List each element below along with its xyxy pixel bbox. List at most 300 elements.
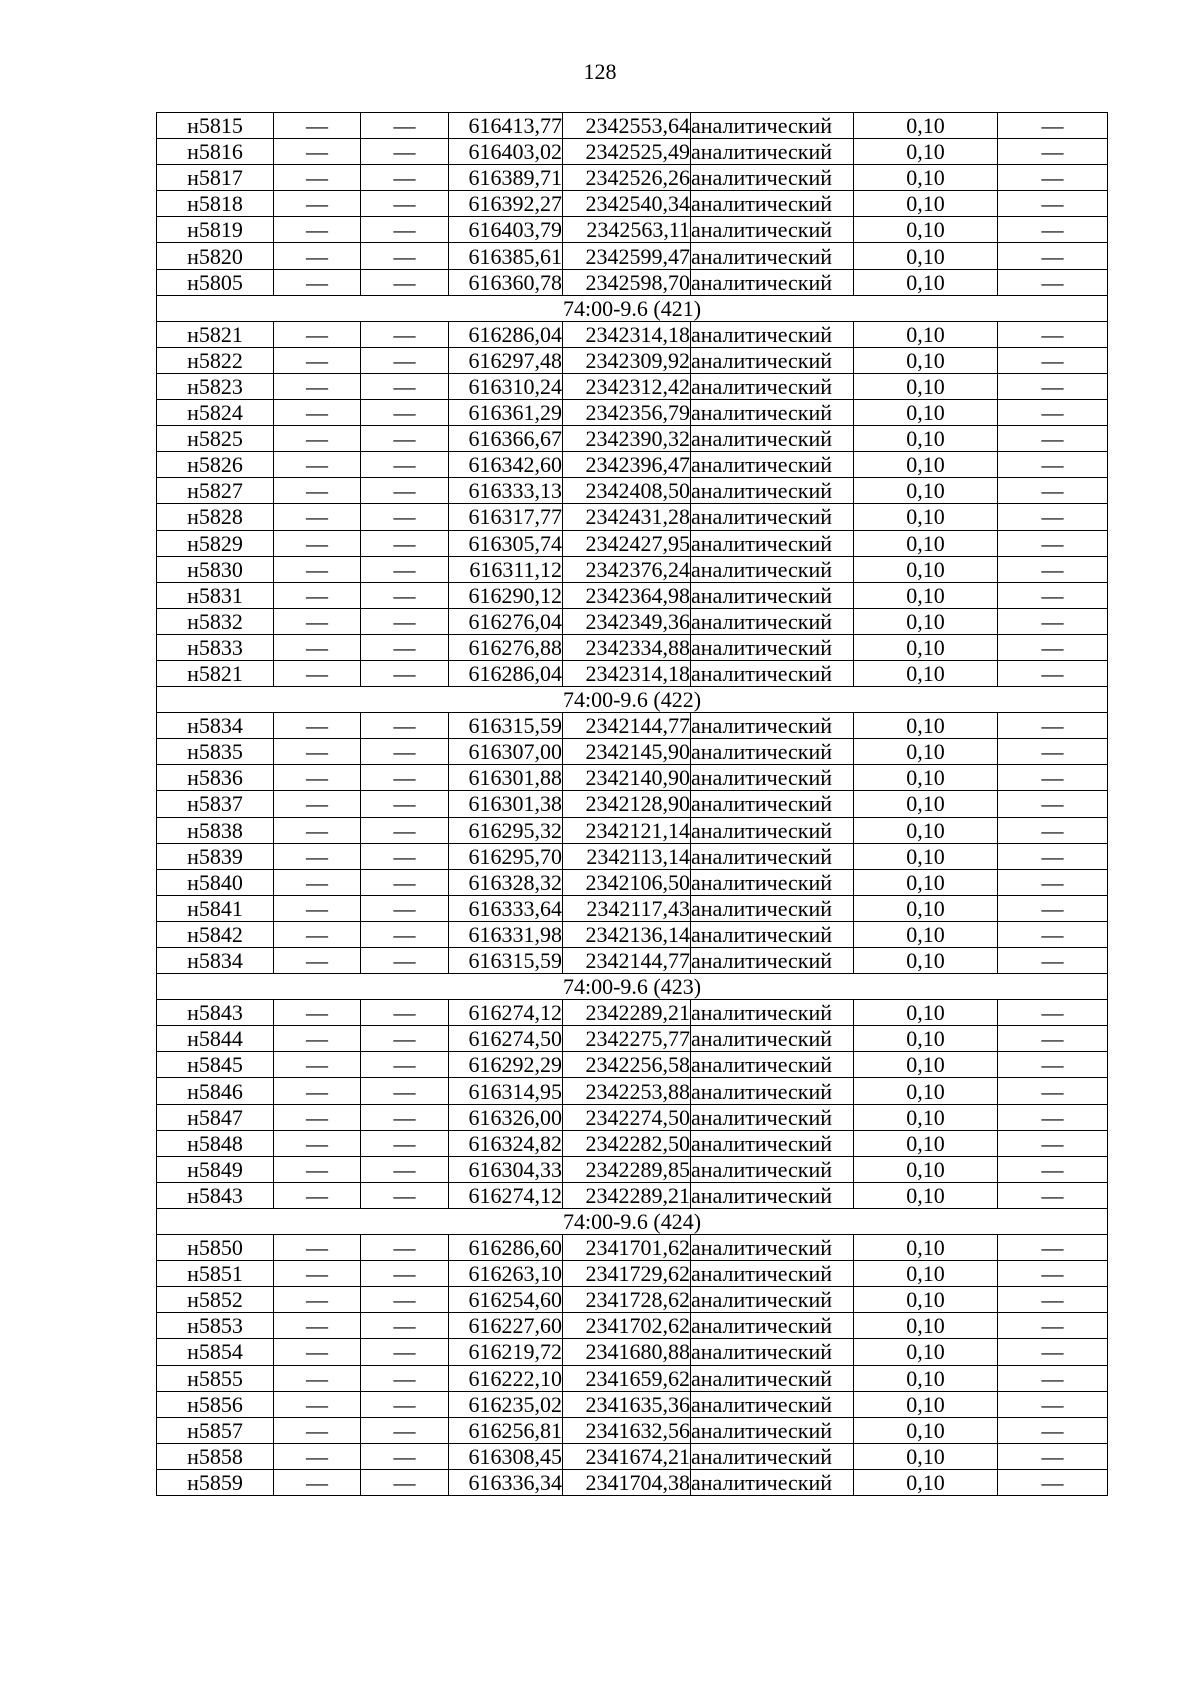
empty-dash-cell: —	[274, 243, 361, 269]
point-id-cell: н5825	[157, 426, 274, 452]
empty-dash-cell: —	[274, 1391, 361, 1417]
empty-dash-cell: —	[361, 1052, 449, 1078]
point-id-cell: н5849	[157, 1156, 274, 1182]
empty-dash-cell: —	[361, 765, 449, 791]
empty-dash-cell: —	[361, 1078, 449, 1104]
coordinate-x-cell: 616333,13	[449, 478, 563, 504]
method-cell: аналитический	[691, 869, 854, 895]
coordinate-y-cell: 2342599,47	[563, 243, 691, 269]
point-id-cell: н5827	[157, 478, 274, 504]
table-row	[157, 452, 1108, 478]
empty-dash-cell: —	[274, 1000, 361, 1026]
empty-dash-cell: —	[361, 530, 449, 556]
coordinate-x-cell: 616235,02	[449, 1391, 563, 1417]
point-id-cell: н5847	[157, 1104, 274, 1130]
table-row	[157, 217, 1108, 243]
table-row	[157, 1235, 1108, 1261]
empty-dash-cell: —	[361, 139, 449, 165]
accuracy-cell: 0,10	[854, 739, 998, 765]
empty-dash-cell: —	[274, 530, 361, 556]
method-cell: аналитический	[691, 1391, 854, 1417]
point-id-cell: н5852	[157, 1287, 274, 1313]
coordinate-x-cell: 616328,32	[449, 869, 563, 895]
empty-dash-cell: —	[998, 1078, 1108, 1104]
point-id-cell: н5824	[157, 400, 274, 426]
empty-dash-cell: —	[274, 217, 361, 243]
empty-dash-cell: —	[361, 1000, 449, 1026]
accuracy-cell: 0,10	[854, 400, 998, 426]
point-id-cell: н5856	[157, 1391, 274, 1417]
empty-dash-cell: —	[998, 1130, 1108, 1156]
empty-dash-cell: —	[998, 139, 1108, 165]
accuracy-cell: 0,10	[854, 1182, 998, 1208]
accuracy-cell: 0,10	[854, 1469, 998, 1495]
point-id-cell: н5837	[157, 791, 274, 817]
point-id-cell: н5815	[157, 113, 274, 139]
point-id-cell: н5818	[157, 191, 274, 217]
table-row	[157, 895, 1108, 921]
empty-dash-cell: —	[361, 478, 449, 504]
empty-dash-cell: —	[998, 608, 1108, 634]
coordinate-x-cell: 616276,04	[449, 608, 563, 634]
empty-dash-cell: —	[361, 1339, 449, 1365]
accuracy-cell: 0,10	[854, 1443, 998, 1469]
point-id-cell: н5834	[157, 948, 274, 974]
coordinate-y-cell: 2342144,77	[563, 713, 691, 739]
method-cell: аналитический	[691, 1156, 854, 1182]
coordinate-y-cell: 2342275,77	[563, 1026, 691, 1052]
method-cell: аналитический	[691, 1000, 854, 1026]
empty-dash-cell: —	[361, 321, 449, 347]
empty-dash-cell: —	[274, 113, 361, 139]
point-id-cell: н5851	[157, 1261, 274, 1287]
empty-dash-cell: —	[998, 556, 1108, 582]
empty-dash-cell: —	[274, 400, 361, 426]
section-header-row	[157, 974, 1108, 1000]
empty-dash-cell: —	[274, 921, 361, 947]
empty-dash-cell: —	[361, 1104, 449, 1130]
empty-dash-cell: —	[361, 660, 449, 686]
coordinate-y-cell: 2341632,56	[563, 1417, 691, 1443]
empty-dash-cell: —	[274, 948, 361, 974]
accuracy-cell: 0,10	[854, 1339, 998, 1365]
coordinate-x-cell: 616286,04	[449, 660, 563, 686]
table-row	[157, 843, 1108, 869]
coordinate-x-cell: 616286,04	[449, 321, 563, 347]
empty-dash-cell: —	[274, 582, 361, 608]
point-id-cell: н5848	[157, 1130, 274, 1156]
point-id-cell: н5854	[157, 1339, 274, 1365]
accuracy-cell: 0,10	[854, 504, 998, 530]
empty-dash-cell: —	[361, 113, 449, 139]
method-cell: аналитический	[691, 1287, 854, 1313]
coordinate-x-cell: 616331,98	[449, 921, 563, 947]
empty-dash-cell: —	[274, 1313, 361, 1339]
table-row	[157, 1182, 1108, 1208]
table-row	[157, 400, 1108, 426]
coordinate-y-cell: 2342376,24	[563, 556, 691, 582]
accuracy-cell: 0,10	[854, 321, 998, 347]
empty-dash-cell: —	[998, 373, 1108, 399]
accuracy-cell: 0,10	[854, 948, 998, 974]
accuracy-cell: 0,10	[854, 660, 998, 686]
point-id-cell: н5829	[157, 530, 274, 556]
empty-dash-cell: —	[998, 426, 1108, 452]
method-cell: аналитический	[691, 791, 854, 817]
table-row	[157, 426, 1108, 452]
empty-dash-cell: —	[998, 478, 1108, 504]
empty-dash-cell: —	[274, 713, 361, 739]
accuracy-cell: 0,10	[854, 139, 998, 165]
method-cell: аналитический	[691, 843, 854, 869]
empty-dash-cell: —	[361, 1391, 449, 1417]
accuracy-cell: 0,10	[854, 217, 998, 243]
empty-dash-cell: —	[361, 608, 449, 634]
method-cell: аналитический	[691, 1130, 854, 1156]
empty-dash-cell: —	[274, 608, 361, 634]
empty-dash-cell: —	[998, 452, 1108, 478]
coordinate-y-cell: 2342256,58	[563, 1052, 691, 1078]
method-cell: аналитический	[691, 660, 854, 686]
empty-dash-cell: —	[361, 582, 449, 608]
coordinate-y-cell: 2342408,50	[563, 478, 691, 504]
method-cell: аналитический	[691, 765, 854, 791]
point-id-cell: н5836	[157, 765, 274, 791]
coordinate-y-cell: 2342525,49	[563, 139, 691, 165]
method-cell: аналитический	[691, 1339, 854, 1365]
empty-dash-cell: —	[361, 191, 449, 217]
empty-dash-cell: —	[274, 504, 361, 530]
point-id-cell: н5843	[157, 1000, 274, 1026]
coordinate-y-cell: 2342314,18	[563, 660, 691, 686]
empty-dash-cell: —	[274, 1417, 361, 1443]
method-cell: аналитический	[691, 608, 854, 634]
empty-dash-cell: —	[361, 243, 449, 269]
empty-dash-cell: —	[361, 843, 449, 869]
table-row	[157, 243, 1108, 269]
empty-dash-cell: —	[274, 139, 361, 165]
empty-dash-cell: —	[998, 634, 1108, 660]
method-cell: аналитический	[691, 1443, 854, 1469]
empty-dash-cell: —	[274, 1469, 361, 1495]
point-id-cell: н5805	[157, 269, 274, 295]
table-row	[157, 660, 1108, 686]
accuracy-cell: 0,10	[854, 765, 998, 791]
empty-dash-cell: —	[274, 1339, 361, 1365]
method-cell: аналитический	[691, 504, 854, 530]
coordinate-x-cell: 616286,60	[449, 1235, 563, 1261]
table-row	[157, 373, 1108, 399]
accuracy-cell: 0,10	[854, 895, 998, 921]
coordinate-x-cell: 616324,82	[449, 1130, 563, 1156]
table-row	[157, 1469, 1108, 1495]
coordinate-y-cell: 2342334,88	[563, 634, 691, 660]
coordinate-y-cell: 2342349,36	[563, 608, 691, 634]
empty-dash-cell: —	[361, 269, 449, 295]
empty-dash-cell: —	[361, 895, 449, 921]
empty-dash-cell: —	[998, 739, 1108, 765]
empty-dash-cell: —	[998, 869, 1108, 895]
method-cell: аналитический	[691, 113, 854, 139]
accuracy-cell: 0,10	[854, 1156, 998, 1182]
empty-dash-cell: —	[274, 1156, 361, 1182]
point-id-cell: н5821	[157, 660, 274, 686]
coordinate-y-cell: 2342396,47	[563, 452, 691, 478]
point-id-cell: н5858	[157, 1443, 274, 1469]
coordinate-x-cell: 616389,71	[449, 165, 563, 191]
method-cell: аналитический	[691, 269, 854, 295]
coordinate-y-cell: 2342106,50	[563, 869, 691, 895]
method-cell: аналитический	[691, 217, 854, 243]
method-cell: аналитический	[691, 452, 854, 478]
coordinate-x-cell: 616315,59	[449, 948, 563, 974]
empty-dash-cell: —	[274, 1052, 361, 1078]
table-row	[157, 791, 1108, 817]
coordinate-x-cell: 616326,00	[449, 1104, 563, 1130]
point-id-cell: н5855	[157, 1365, 274, 1391]
coordinate-x-cell: 616304,33	[449, 1156, 563, 1182]
empty-dash-cell: —	[998, 1391, 1108, 1417]
empty-dash-cell: —	[274, 556, 361, 582]
empty-dash-cell: —	[998, 1261, 1108, 1287]
empty-dash-cell: —	[361, 634, 449, 660]
empty-dash-cell: —	[361, 713, 449, 739]
empty-dash-cell: —	[274, 347, 361, 373]
method-cell: аналитический	[691, 1182, 854, 1208]
coordinate-x-cell: 616403,79	[449, 217, 563, 243]
method-cell: аналитический	[691, 921, 854, 947]
empty-dash-cell: —	[998, 1000, 1108, 1026]
empty-dash-cell: —	[998, 765, 1108, 791]
empty-dash-cell: —	[274, 1026, 361, 1052]
accuracy-cell: 0,10	[854, 478, 998, 504]
table-row	[157, 1313, 1108, 1339]
method-cell: аналитический	[691, 347, 854, 373]
coordinate-y-cell: 2342128,90	[563, 791, 691, 817]
accuracy-cell: 0,10	[854, 869, 998, 895]
coordinate-x-cell: 616263,10	[449, 1261, 563, 1287]
coordinate-y-cell: 2342289,21	[563, 1000, 691, 1026]
table-row	[157, 191, 1108, 217]
point-id-cell: н5822	[157, 347, 274, 373]
empty-dash-cell: —	[998, 582, 1108, 608]
empty-dash-cell: —	[361, 1156, 449, 1182]
accuracy-cell: 0,10	[854, 582, 998, 608]
table-row	[157, 1026, 1108, 1052]
empty-dash-cell: —	[274, 660, 361, 686]
empty-dash-cell: —	[998, 347, 1108, 373]
table-row	[157, 1104, 1108, 1130]
coordinate-x-cell: 616413,77	[449, 113, 563, 139]
empty-dash-cell: —	[274, 1235, 361, 1261]
table-row	[157, 1261, 1108, 1287]
accuracy-cell: 0,10	[854, 1365, 998, 1391]
point-id-cell: н5845	[157, 1052, 274, 1078]
coordinate-y-cell: 2342274,50	[563, 1104, 691, 1130]
empty-dash-cell: —	[998, 530, 1108, 556]
coordinate-y-cell: 2342390,32	[563, 426, 691, 452]
coordinate-y-cell: 2341680,88	[563, 1339, 691, 1365]
point-id-cell: н5828	[157, 504, 274, 530]
empty-dash-cell: —	[998, 791, 1108, 817]
empty-dash-cell: —	[274, 869, 361, 895]
empty-dash-cell: —	[998, 895, 1108, 921]
empty-dash-cell: —	[274, 765, 361, 791]
table-row	[157, 530, 1108, 556]
empty-dash-cell: —	[361, 452, 449, 478]
coordinate-x-cell: 616276,88	[449, 634, 563, 660]
empty-dash-cell: —	[361, 921, 449, 947]
empty-dash-cell: —	[361, 504, 449, 530]
table-row	[157, 1287, 1108, 1313]
point-id-cell: н5859	[157, 1469, 274, 1495]
method-cell: аналитический	[691, 1365, 854, 1391]
method-cell: аналитический	[691, 817, 854, 843]
coordinate-y-cell: 2342312,42	[563, 373, 691, 399]
empty-dash-cell: —	[998, 1287, 1108, 1313]
method-cell: аналитический	[691, 1078, 854, 1104]
empty-dash-cell: —	[274, 1443, 361, 1469]
section-header-row	[157, 1208, 1108, 1234]
coordinate-y-cell: 2342540,34	[563, 191, 691, 217]
coordinate-y-cell: 2342563,11	[563, 217, 691, 243]
coordinate-y-cell: 2342598,70	[563, 269, 691, 295]
method-cell: аналитический	[691, 243, 854, 269]
empty-dash-cell: —	[274, 739, 361, 765]
coordinate-x-cell: 616222,10	[449, 1365, 563, 1391]
point-id-cell: н5838	[157, 817, 274, 843]
empty-dash-cell: —	[998, 1026, 1108, 1052]
empty-dash-cell: —	[361, 1182, 449, 1208]
table-row	[157, 713, 1108, 739]
point-id-cell: н5823	[157, 373, 274, 399]
empty-dash-cell: —	[274, 1261, 361, 1287]
empty-dash-cell: —	[361, 1417, 449, 1443]
empty-dash-cell: —	[274, 895, 361, 921]
empty-dash-cell: —	[361, 1443, 449, 1469]
coordinate-x-cell: 616295,70	[449, 843, 563, 869]
coordinate-y-cell: 2341704,38	[563, 1469, 691, 1495]
accuracy-cell: 0,10	[854, 113, 998, 139]
table-row	[157, 504, 1108, 530]
section-label: 74:00-9.6 (424)	[157, 1208, 1108, 1234]
empty-dash-cell: —	[361, 817, 449, 843]
empty-dash-cell: —	[361, 1130, 449, 1156]
table-body	[157, 113, 1108, 1496]
empty-dash-cell: —	[361, 373, 449, 399]
method-cell: аналитический	[691, 165, 854, 191]
empty-dash-cell: —	[998, 191, 1108, 217]
coordinate-y-cell: 2342121,14	[563, 817, 691, 843]
empty-dash-cell: —	[998, 1365, 1108, 1391]
method-cell: аналитический	[691, 1052, 854, 1078]
coordinate-y-cell: 2342282,50	[563, 1130, 691, 1156]
method-cell: аналитический	[691, 1417, 854, 1443]
accuracy-cell: 0,10	[854, 713, 998, 739]
point-id-cell: н5816	[157, 139, 274, 165]
coordinate-x-cell: 616219,72	[449, 1339, 563, 1365]
coordinate-x-cell: 616385,61	[449, 243, 563, 269]
point-id-cell: н5853	[157, 1313, 274, 1339]
coordinate-x-cell: 616336,34	[449, 1469, 563, 1495]
coordinate-x-cell: 616360,78	[449, 269, 563, 295]
accuracy-cell: 0,10	[854, 556, 998, 582]
empty-dash-cell: —	[274, 1078, 361, 1104]
accuracy-cell: 0,10	[854, 1000, 998, 1026]
empty-dash-cell: —	[998, 1235, 1108, 1261]
coordinate-x-cell: 616314,95	[449, 1078, 563, 1104]
table-row	[157, 269, 1108, 295]
method-cell: аналитический	[691, 139, 854, 165]
empty-dash-cell: —	[998, 1339, 1108, 1365]
empty-dash-cell: —	[361, 1261, 449, 1287]
empty-dash-cell: —	[998, 1469, 1108, 1495]
coordinate-y-cell: 2342289,21	[563, 1182, 691, 1208]
coordinate-y-cell: 2342136,14	[563, 921, 691, 947]
accuracy-cell: 0,10	[854, 269, 998, 295]
coordinate-x-cell: 616317,77	[449, 504, 563, 530]
method-cell: аналитический	[691, 1104, 854, 1130]
empty-dash-cell: —	[998, 1104, 1108, 1130]
coordinate-x-cell: 616342,60	[449, 452, 563, 478]
method-cell: аналитический	[691, 478, 854, 504]
page-number: 128	[583, 59, 617, 84]
coordinate-y-cell: 2341635,36	[563, 1391, 691, 1417]
accuracy-cell: 0,10	[854, 1130, 998, 1156]
point-id-cell: н5830	[157, 556, 274, 582]
coordinate-x-cell: 616315,59	[449, 713, 563, 739]
method-cell: аналитический	[691, 739, 854, 765]
empty-dash-cell: —	[274, 634, 361, 660]
coordinate-y-cell: 2342309,92	[563, 347, 691, 373]
empty-dash-cell: —	[361, 1469, 449, 1495]
method-cell: аналитический	[691, 713, 854, 739]
empty-dash-cell: —	[998, 1443, 1108, 1469]
empty-dash-cell: —	[361, 556, 449, 582]
point-id-cell: н5842	[157, 921, 274, 947]
empty-dash-cell: —	[998, 713, 1108, 739]
coordinate-x-cell: 616392,27	[449, 191, 563, 217]
empty-dash-cell: —	[274, 1182, 361, 1208]
method-cell: аналитический	[691, 1313, 854, 1339]
empty-dash-cell: —	[361, 739, 449, 765]
empty-dash-cell: —	[361, 1026, 449, 1052]
point-id-cell: н5846	[157, 1078, 274, 1104]
point-id-cell: н5817	[157, 165, 274, 191]
method-cell: аналитический	[691, 582, 854, 608]
coordinate-x-cell: 616366,67	[449, 426, 563, 452]
empty-dash-cell: —	[998, 921, 1108, 947]
empty-dash-cell: —	[998, 1156, 1108, 1182]
coordinate-y-cell: 2341674,21	[563, 1443, 691, 1469]
empty-dash-cell: —	[998, 113, 1108, 139]
empty-dash-cell: —	[274, 817, 361, 843]
section-label: 74:00-9.6 (421)	[157, 295, 1108, 321]
coordinate-y-cell: 2342140,90	[563, 765, 691, 791]
empty-dash-cell: —	[998, 1313, 1108, 1339]
coordinate-x-cell: 616254,60	[449, 1287, 563, 1313]
coordinate-y-cell: 2342145,90	[563, 739, 691, 765]
section-label: 74:00-9.6 (423)	[157, 974, 1108, 1000]
method-cell: аналитический	[691, 634, 854, 660]
accuracy-cell: 0,10	[854, 634, 998, 660]
point-id-cell: н5843	[157, 1182, 274, 1208]
coordinate-y-cell: 2342431,28	[563, 504, 691, 530]
coordinate-x-cell: 616274,50	[449, 1026, 563, 1052]
coordinate-y-cell: 2342553,64	[563, 113, 691, 139]
coordinate-x-cell: 616311,12	[449, 556, 563, 582]
empty-dash-cell: —	[274, 165, 361, 191]
